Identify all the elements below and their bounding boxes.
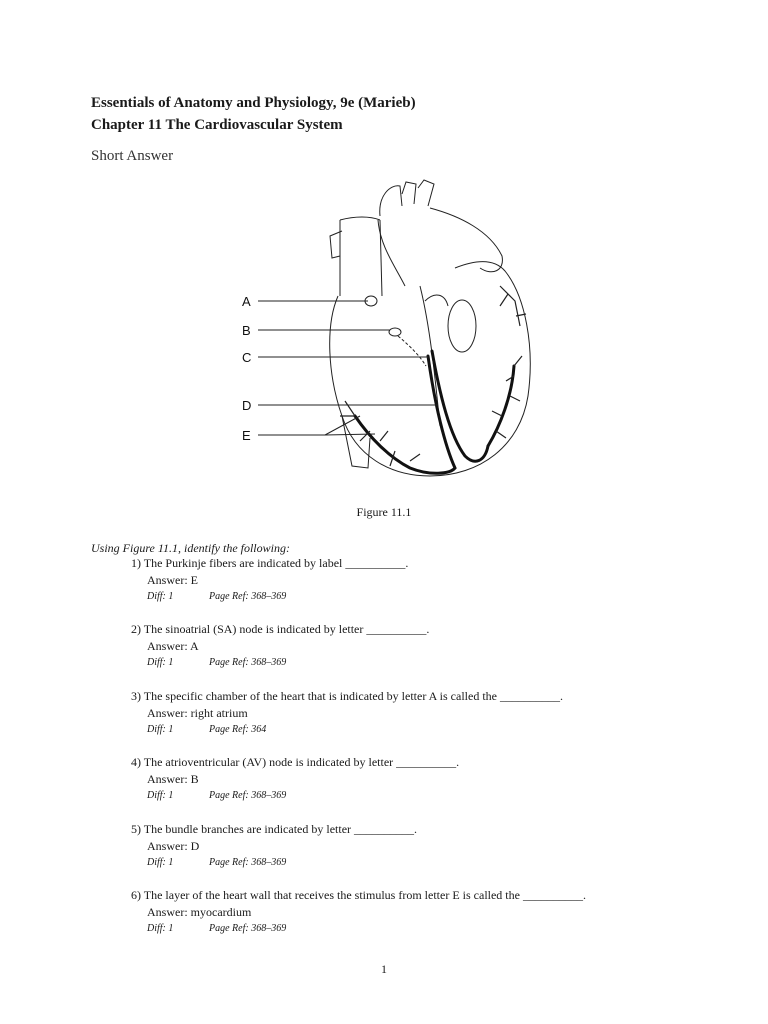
- figure-caption: Figure 11.1: [356, 505, 412, 519]
- aorta-branch-2: [402, 182, 416, 204]
- aortic-valve: [425, 295, 448, 306]
- question-item: [0, 822, 768, 882]
- label-b: B: [242, 323, 251, 338]
- left-ventricle-opening: [448, 300, 476, 352]
- heart-conduction-figure: [230, 176, 540, 488]
- question-text: 1) The Purkinje fibers are indicated by label __________.: [131, 556, 409, 570]
- question-item: [0, 556, 768, 616]
- question-item: [0, 755, 768, 815]
- difficulty: Diff: 1: [147, 591, 174, 602]
- question-text: 5) The bundle branches are indicated by letter __________.: [131, 822, 418, 836]
- vena-cava-top: [340, 217, 380, 220]
- aorta-branch-1: [380, 186, 402, 216]
- purkinje-branches-right: [340, 401, 420, 466]
- answer-text: Answer: A: [147, 639, 199, 653]
- difficulty: Diff: 1: [147, 857, 174, 868]
- chapter-title: Chapter 11 The Cardiovascular System: [91, 117, 343, 133]
- question-meta: [147, 657, 287, 668]
- page-ref: Page Ref: 368–369: [209, 790, 287, 801]
- page-ref: Page Ref: 368–369: [209, 657, 287, 668]
- question-meta: [147, 857, 287, 868]
- label-a: A: [242, 294, 251, 309]
- answer-text: Answer: D: [147, 839, 200, 853]
- difficulty: Diff: 1: [147, 657, 174, 668]
- aorta-branch-3: [418, 180, 434, 206]
- question-meta: [147, 923, 287, 934]
- question-item: [0, 888, 768, 948]
- page-ref: Page Ref: 364: [209, 724, 267, 735]
- page-number: 1: [381, 962, 387, 976]
- aorta-arch: [378, 220, 405, 286]
- answer-text: Answer: myocardium: [147, 905, 252, 919]
- question-text: 2) The sinoatrial (SA) node is indicated by letter __________.: [131, 622, 430, 636]
- question-item: [0, 689, 768, 749]
- label-d: D: [242, 398, 252, 413]
- question-meta: [147, 790, 287, 801]
- question-meta: [147, 591, 287, 602]
- answer-text: Answer: E: [147, 573, 198, 587]
- difficulty: Diff: 1: [147, 923, 174, 934]
- question-text: 6) The layer of the heart wall that receives the stimulus from letter E is called the __________.: [131, 888, 586, 902]
- purkinje-branches-left: [492, 356, 522, 438]
- question-text: 3) The specific chamber of the heart that is indicated by letter A is called the __________.: [131, 689, 563, 703]
- question-item: [0, 622, 768, 682]
- question-text: 4) The atrioventricular (AV) node is indicated by letter __________.: [131, 755, 460, 769]
- label-c: C: [242, 350, 252, 365]
- section-heading: Short Answer: [91, 148, 174, 164]
- heart-diagram: [230, 176, 540, 488]
- label-e: E: [242, 428, 251, 443]
- question-meta: [147, 724, 267, 735]
- left-bundle-branch: [432, 351, 488, 461]
- av-node-marker: [389, 328, 401, 336]
- page-ref: Page Ref: 368–369: [209, 591, 287, 602]
- difficulty: Diff: 1: [147, 790, 174, 801]
- book-title: Essentials of Anatomy and Physiology, 9e (Marieb): [91, 95, 416, 111]
- instructions: Using Figure 11.1, identify the following:: [91, 541, 290, 555]
- page-ref: Page Ref: 368–369: [209, 857, 287, 868]
- difficulty: Diff: 1: [147, 724, 174, 735]
- answer-text: Answer: right atrium: [147, 706, 248, 720]
- av-bundle-path: [398, 336, 426, 366]
- page-ref: Page Ref: 368–369: [209, 923, 287, 934]
- right-bundle-branch: [355, 356, 455, 473]
- vena-cava-right: [380, 220, 382, 296]
- answer-text: Answer: B: [147, 772, 199, 786]
